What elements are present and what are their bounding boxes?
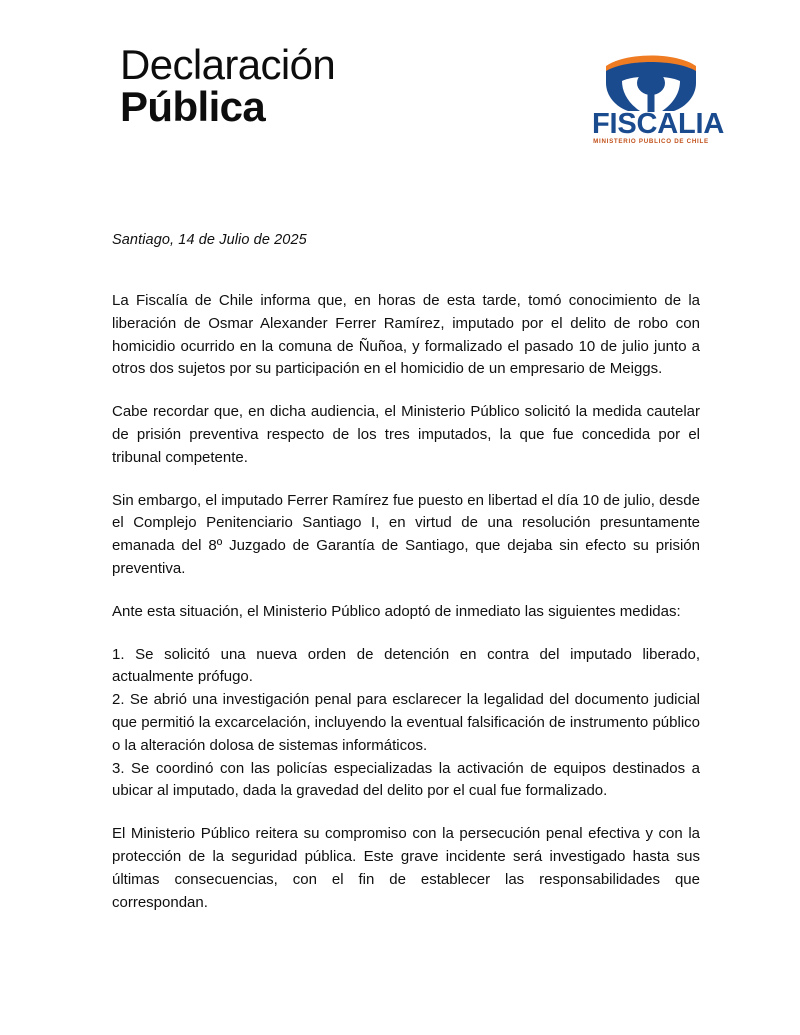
measure-item-1: 1. Se solicitó una nueva orden de detención en contra del imputado liberado, actualmente prófugo. — [112, 645, 700, 686]
dateline: Santiago, 14 de Julio de 2025 — [112, 232, 307, 248]
document-body — [112, 232, 700, 914]
fiscalia-wordmark: FISCALIA — [592, 108, 725, 140]
page-title — [120, 41, 336, 131]
measure-item-3: 3. Se coordinó con las policías especializadas la activación de equipos destinados a ubicar al imputado, dada la gravedad del delito por el cual fue formalizado. — [112, 759, 700, 800]
document-header — [0, 36, 800, 156]
fiscalia-subtitle: MINISTERIO PUBLICO DE CHILE — [593, 138, 709, 145]
paragraph-3: Sin embargo, el imputado Ferrer Ramírez fue puesto en libertad el día 10 de julio, desde el Complejo Penitenciario Santiago I, en virtud de una resolución presuntamente emanada del 8º Juzgado de Garantía de Santiago, que dejaba sin efecto su prisión preventiva. — [112, 491, 700, 577]
page-title-line-1: Declaración — [120, 41, 336, 88]
paragraph-5: El Ministerio Público reitera su compromiso con la persecución penal efectiva y con la protección de la seguridad pública. Este grave incidente será investigado hasta sus últimas consecuencias, con el fin de establecer las responsabilidades que correspondan. — [112, 825, 700, 911]
measure-item-2: 2. Se abrió una investigación penal para esclarecer la legalidad del documento judicial que permitió la excarcelación, incluyendo la eventual falsificación de instrumento público o la alteración dolosa de sistemas informáticos. — [112, 691, 700, 754]
fiscalia-logo — [592, 50, 725, 170]
measures-list — [112, 644, 700, 804]
fiscalia-emblem-icon — [600, 50, 702, 112]
paragraph-4: Ante esta situación, el Ministerio Público adoptó de inmediato las siguientes medidas: — [112, 602, 681, 620]
page-title-line-2: Pública — [120, 83, 266, 131]
paragraph-1: La Fiscalía de Chile informa que, en horas de esta tarde, tomó conocimiento de la liberación de Osmar Alexander Ferrer Ramírez, imputado por el delito de robo con homicidio ocurrido en la comuna de Ñuñoa, y formalizado el pasado 10 de julio junto a otros dos sujetos por su participación en el homicidio de un empresario de Meiggs. — [112, 292, 700, 378]
paragraph-2: Cabe recordar que, en dicha audiencia, el Ministerio Público solicitó la medida cautelar de prisión preventiva respecto de los tres imputados, la que fue concedida por el tribunal competente. — [112, 403, 700, 466]
